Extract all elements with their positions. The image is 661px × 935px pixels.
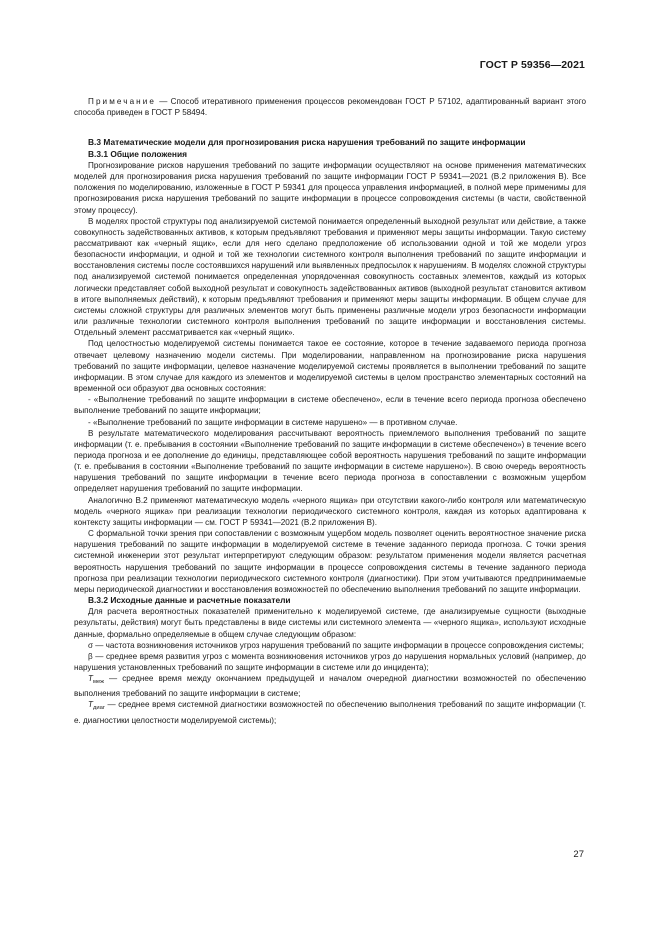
paragraph: Прогнозирование рисков нарушения требований по защите информации осуществляют на основе применения математических моделей для прогнозирования риска нарушения требований по защите информации ГОСТ Р 59341—2021 (В.2 приложения В). Все положения по моделированию, изложенные в ГОСТ Р 59341 для процесса управления информацией, в полной мере применимы для прогнозирования риска нарушения требований по защите информации в процессе сопровождения системы (в части, свойственной этому процессу). (74, 160, 586, 215)
paragraph: В результате математического моделирования рассчитывают вероятность приемлемого выполнения требований по защите информации (т. е. пребывания в состоянии «Выполнение требований по защите информации в системе обеспечено») в течение всего периода прогноза и ее дополнение до единицы, представляющее собой вероятность нарушения требований по защите информации (т. е. пребывания в состоянии «Выполнение требований по защите информации в системе нарушено»). В свою очередь вероятность нарушения требований по защите информации в течение всего периода прогноза в сопоставлении с возможным ущербом определяет нарушения требований по защите информации. (74, 428, 586, 494)
symbol-t: T (88, 700, 93, 710)
definition-beta: β — среднее время развития угроз с момента возникновения источников угроз до нарушения нормальных условий (например, до нарушения установленных требований по защите информации в системе или до инцидента); (74, 651, 586, 672)
definition-sigma: σ — частота возникновения источников угроз нарушения требований по защите информации в процессе сопровождения системы; (88, 640, 584, 650)
section-b32-title: В.3.2 Исходные данные и расчетные показатели (88, 595, 291, 606)
section-b31-title: В.3.1 Общие положения (88, 148, 187, 159)
note-label: Примечание (88, 97, 157, 106)
symbol-subscript: меж (92, 679, 104, 686)
paragraph: Для расчета вероятностных показателей применительно к моделируемой системе, где анализируемые сущности (выходные результаты, действия) могут быть представлены в виде системы или системного элемента — «черного ящика», используют исходные данные, формально определяемые в общем случае следующим образом: (74, 607, 586, 639)
definition-tdiag (74, 699, 586, 725)
definition-text: — среднее время между окончанием предыдущей и началом очередной диагностики возможностей по обеспечению выполнения требований по защите информации в системе; (74, 674, 586, 699)
definition-tmezh (74, 673, 586, 699)
list-item: - «Выполнение требований по защите информации в системе нарушено» — в противном случае. (88, 417, 458, 427)
definition-text: — среднее время системной диагностики возможностей по обеспечению выполнения требований по защите информации (т. е. диагностики целостности моделируемой системы); (74, 700, 586, 725)
page-body (74, 96, 586, 726)
note-paragraph (74, 96, 586, 118)
paragraph: Аналогично В.2 применяют математическую модель «черного ящика» при отсутствии какого-либо контроля или математическую модель «черного ящика» при реализации технологии периодического системного контроля, каждая из которых адаптирована к контексту защиты информации — см. ГОСТ Р 59341—2021 (В.2 приложения В). (74, 495, 586, 527)
document-code: ГОСТ Р 59356—2021 (479, 59, 585, 71)
symbol-subscript: диаг (92, 705, 105, 712)
section-b3-title: В.3 Математические модели для прогнозирования риска нарушения требований по защите информации (88, 137, 526, 148)
paragraph: С формальной точки зрения при сопоставлении с возможным ущербом модель позволяет оценить вероятностное значение риска нарушения требований по защите информации в моделируемой системе в течение заданного периода прогноза. С точки зрения системной инженерии этот результат интерпретируют следующим образом: результатом применения модели является расчетная вероятность нарушения требований по защите информации в процессе сопровождения системы в течение заданного периода прогноза при реализации технологии периодического системного контроля (диагностики). При этом учитываются предпринимаемые меры периодической диагностики и восстановления возможностей по обеспечению выполнения требований по защите информации. (74, 529, 586, 594)
note-text: — Способ итеративного применения процессов рекомендован ГОСТ Р 57102, адаптированный вариант этого способа приведен в ГОСТ Р 58494. (74, 97, 586, 118)
list-item: - «Выполнение требований по защите информации в системе обеспечено», если в течение всего периода прогноза обеспечено выполнение требований по защите информации; (74, 395, 586, 416)
paragraph: Под целостностью моделируемой системы понимается такое ее состояние, которое в течение задаваемого периода прогноза отвечает целевому назначению модели системы. При моделировании, направленном на прогнозирование риска нарушения требований по защите информации, целевое назначение моделируемой системы проявляется в выполнении требований по защите информации. В этом случае для каждого из элементов и моделируемой системы в целом пространство элементарных состояний на временной оси образуют два основных состояния: (74, 339, 586, 394)
page-number: 27 (573, 849, 584, 860)
symbol-t: T (88, 674, 93, 684)
paragraph: В моделях простой структуры под анализируемой системой понимается определенный выходной результат или действие, а также совокупность задействованных активов, к которым предъявляют требования и применяют меры защиты информации. Такую систему рассматривают как «черный ящик», если для него сделано предположение об использовании одной и той же модели угроз безопасности информации, и одной и той же технологии системного контроля выполнения требований по защите информации и восстановления системы после состоявшихся нарушений или выявленных предпосылок к нарушениям. В моделях сложной структуры под анализируемой системой понимается определенная упорядоченная совокупность составных элементов, каждый из которых логически представляет собой выходной результат и совокупность задействованных активов (выходной результат становится активом в итоге выполняемых действий), к которым предъявляют требования и применяют меры защиты информации. В общем случае для системы сложной структуры для различных элементов могут быть применены различные модели угроз безопасности информации или различные технологии системного контроля выполнения требований по защите информации и восстановления системы. Отдельный элемент рассматривается как «черный ящик». (74, 216, 586, 338)
